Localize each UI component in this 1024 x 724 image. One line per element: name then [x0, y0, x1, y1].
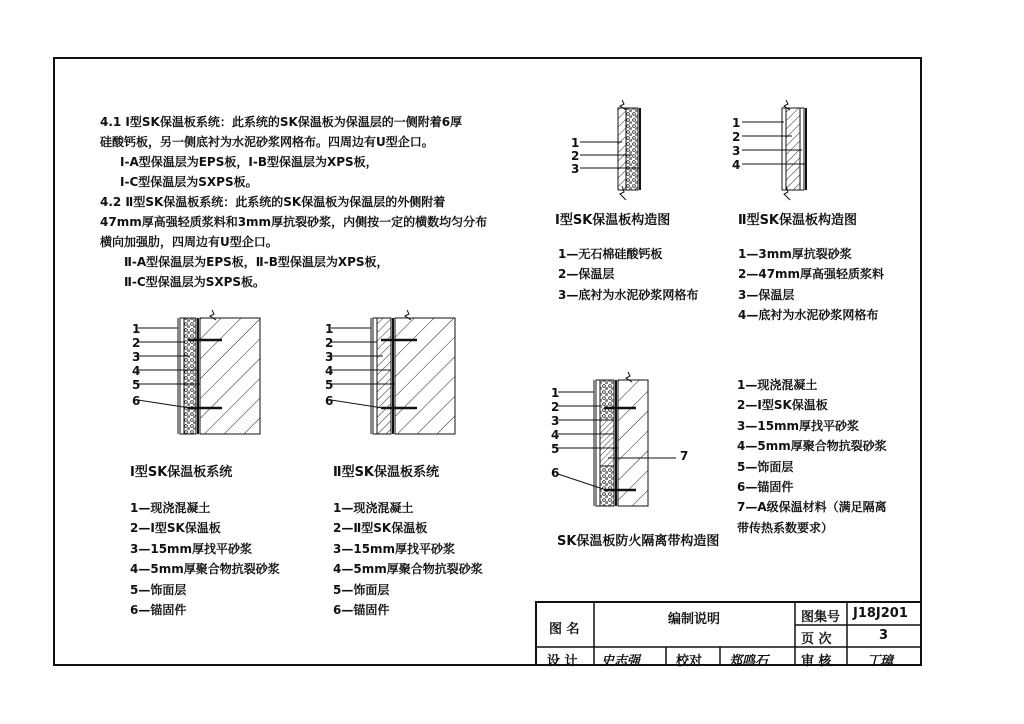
legend-item: 1—现浇混凝土 [130, 501, 211, 515]
intro-line: 4.2 Ⅱ型SK保温板系统：此系统的SK保温板为保温层的外侧附着 [100, 195, 446, 209]
system2-callout: 1 [325, 322, 334, 336]
check-signature: 郑鸣石 [729, 654, 769, 669]
legend-item: 4—底衬为水泥砂浆网格布 [738, 308, 879, 323]
legend-item: 4—5mm厚聚合物抗裂砂浆 [333, 562, 483, 577]
legend-item: 2—47mm厚高强轻质浆料 [738, 267, 885, 282]
intro-line: Ⅱ-A型保温层为EPS板，Ⅱ-B型保温层为XPS板， [124, 255, 389, 269]
system1-callout: 1 [132, 322, 141, 336]
legend-item: 3—15mm厚找平砂浆 [333, 541, 456, 556]
legend-item: 带传热系数要求） [737, 520, 834, 535]
board2-diagram [730, 100, 830, 200]
board2-callout: 3 [732, 144, 741, 158]
legend-item: 3—15mm厚找平砂浆 [737, 418, 860, 433]
legend-item: 2—Ⅰ型SK保温板 [737, 398, 828, 413]
firebreak-callout: 4 [551, 428, 560, 442]
system2-caption: Ⅱ型SK保温板系统 [333, 465, 439, 480]
system2-callout: 6 [325, 394, 334, 408]
legend-item: 1—现浇混凝土 [333, 501, 414, 515]
legend-item: 1—现浇混凝土 [737, 378, 818, 392]
intro-line: 横向加强肋，四周边有U型企口。 [100, 235, 278, 249]
board1-callout: 3 [571, 162, 580, 176]
board2-callout: 1 [732, 116, 741, 130]
board1-callout: 1 [571, 136, 580, 150]
intro-line: 硅酸钙板，另一侧底衬为水泥砂浆网格布。四周边有U型企口。 [100, 135, 434, 149]
system2-callout: 5 [325, 378, 334, 392]
firebreak-callout: 3 [551, 414, 560, 428]
design-signature: 史志强 [601, 654, 641, 669]
system1-caption: Ⅰ型SK保温板系统 [130, 465, 233, 480]
board1-legend [558, 244, 698, 305]
firebreak-caption: SK保温板防火隔离带构造图 [557, 534, 720, 549]
firebreak-callout: 2 [551, 400, 560, 414]
legend-item: 4—5mm厚聚合物抗裂砂浆 [130, 562, 280, 577]
legend-item: 1—无石棉硅酸钙板 [558, 247, 663, 261]
firebreak-diagram [548, 372, 708, 512]
legend-item: 3—底衬为水泥砂浆网格布 [558, 287, 699, 302]
system2-legend [333, 498, 483, 620]
intro-line: Ⅰ-C型保温层为SXPS板。 [120, 175, 258, 189]
intro-line: 47mm厚高强轻质浆料和3mm厚抗裂砂浆，内侧按一定的横数均匀分布 [100, 215, 488, 229]
intro-line: 4.1 Ⅰ型SK保温板系统：此系统的SK保温板为保温层的一侧附着6厚 [100, 115, 463, 129]
firebreak-callout: 6 [551, 466, 560, 480]
system2-callout: 4 [325, 364, 334, 378]
system2-diagram [323, 310, 463, 440]
system1-callout: 6 [132, 394, 141, 408]
firebreak-callout-7: 7 [680, 449, 689, 463]
board2-callout: 2 [732, 130, 741, 144]
legend-item: 2—Ⅰ型SK保温板 [130, 521, 221, 536]
board2-caption: Ⅱ型SK保温板构造图 [738, 213, 857, 228]
atlas-label: 图集号 [801, 610, 841, 625]
board2-legend [738, 244, 884, 326]
legend-item: 5—饰面层 [333, 582, 390, 597]
system2-callout: 3 [325, 350, 334, 364]
firebreak-callout: 5 [551, 442, 560, 456]
legend-item: 3—15mm厚找平砂浆 [130, 541, 253, 556]
board2-callout: 4 [732, 158, 741, 172]
system1-callout: 5 [132, 378, 141, 392]
system1-callout: 2 [132, 336, 141, 350]
intro-paragraph [100, 112, 487, 292]
legend-item: 6—锚固件 [130, 603, 187, 618]
legend-item: 5—饰面层 [130, 582, 187, 597]
drawing-name: 编制说明 [668, 612, 721, 627]
design-label: 设 计 [547, 654, 578, 669]
drawing-name-label: 图 名 [549, 622, 580, 637]
firebreak-callout: 1 [551, 386, 560, 400]
page-label: 页 次 [801, 632, 832, 647]
system1-callout: 4 [132, 364, 141, 378]
system1-callout: 3 [132, 350, 141, 364]
intro-line: Ⅰ-A型保温层为EPS板，Ⅰ-B型保温层为XPS板， [120, 155, 378, 169]
review-signature: 丁璋 [867, 654, 894, 669]
page-number: 3 [879, 628, 889, 643]
legend-item: 3—保温层 [738, 287, 795, 302]
atlas-number: J18J201 [853, 606, 908, 621]
legend-item: 5—饰面层 [737, 459, 794, 474]
legend-item: 7—A级保温材料（满足隔离 [737, 500, 887, 515]
firebreak-legend [737, 375, 887, 538]
legend-item: 2—保温层 [558, 267, 615, 282]
legend-item: 4—5mm厚聚合物抗裂砂浆 [737, 439, 887, 454]
legend-item: 6—锚固件 [333, 603, 390, 618]
intro-line: Ⅱ-C型保温层为SXPS板。 [124, 275, 266, 289]
system2-callout: 2 [325, 336, 334, 350]
system1-diagram [130, 310, 270, 440]
check-label: 校对 [676, 654, 703, 669]
title-block [535, 601, 922, 669]
legend-item: 6—锚固件 [737, 480, 794, 495]
board1-callout: 2 [571, 149, 580, 163]
review-label: 审 核 [801, 654, 832, 669]
legend-item: 1—3mm厚抗裂砂浆 [738, 247, 852, 261]
board1-caption: Ⅰ型SK保温板构造图 [555, 213, 671, 228]
legend-item: 2—Ⅱ型SK保温板 [333, 521, 428, 536]
system1-legend [130, 498, 280, 620]
